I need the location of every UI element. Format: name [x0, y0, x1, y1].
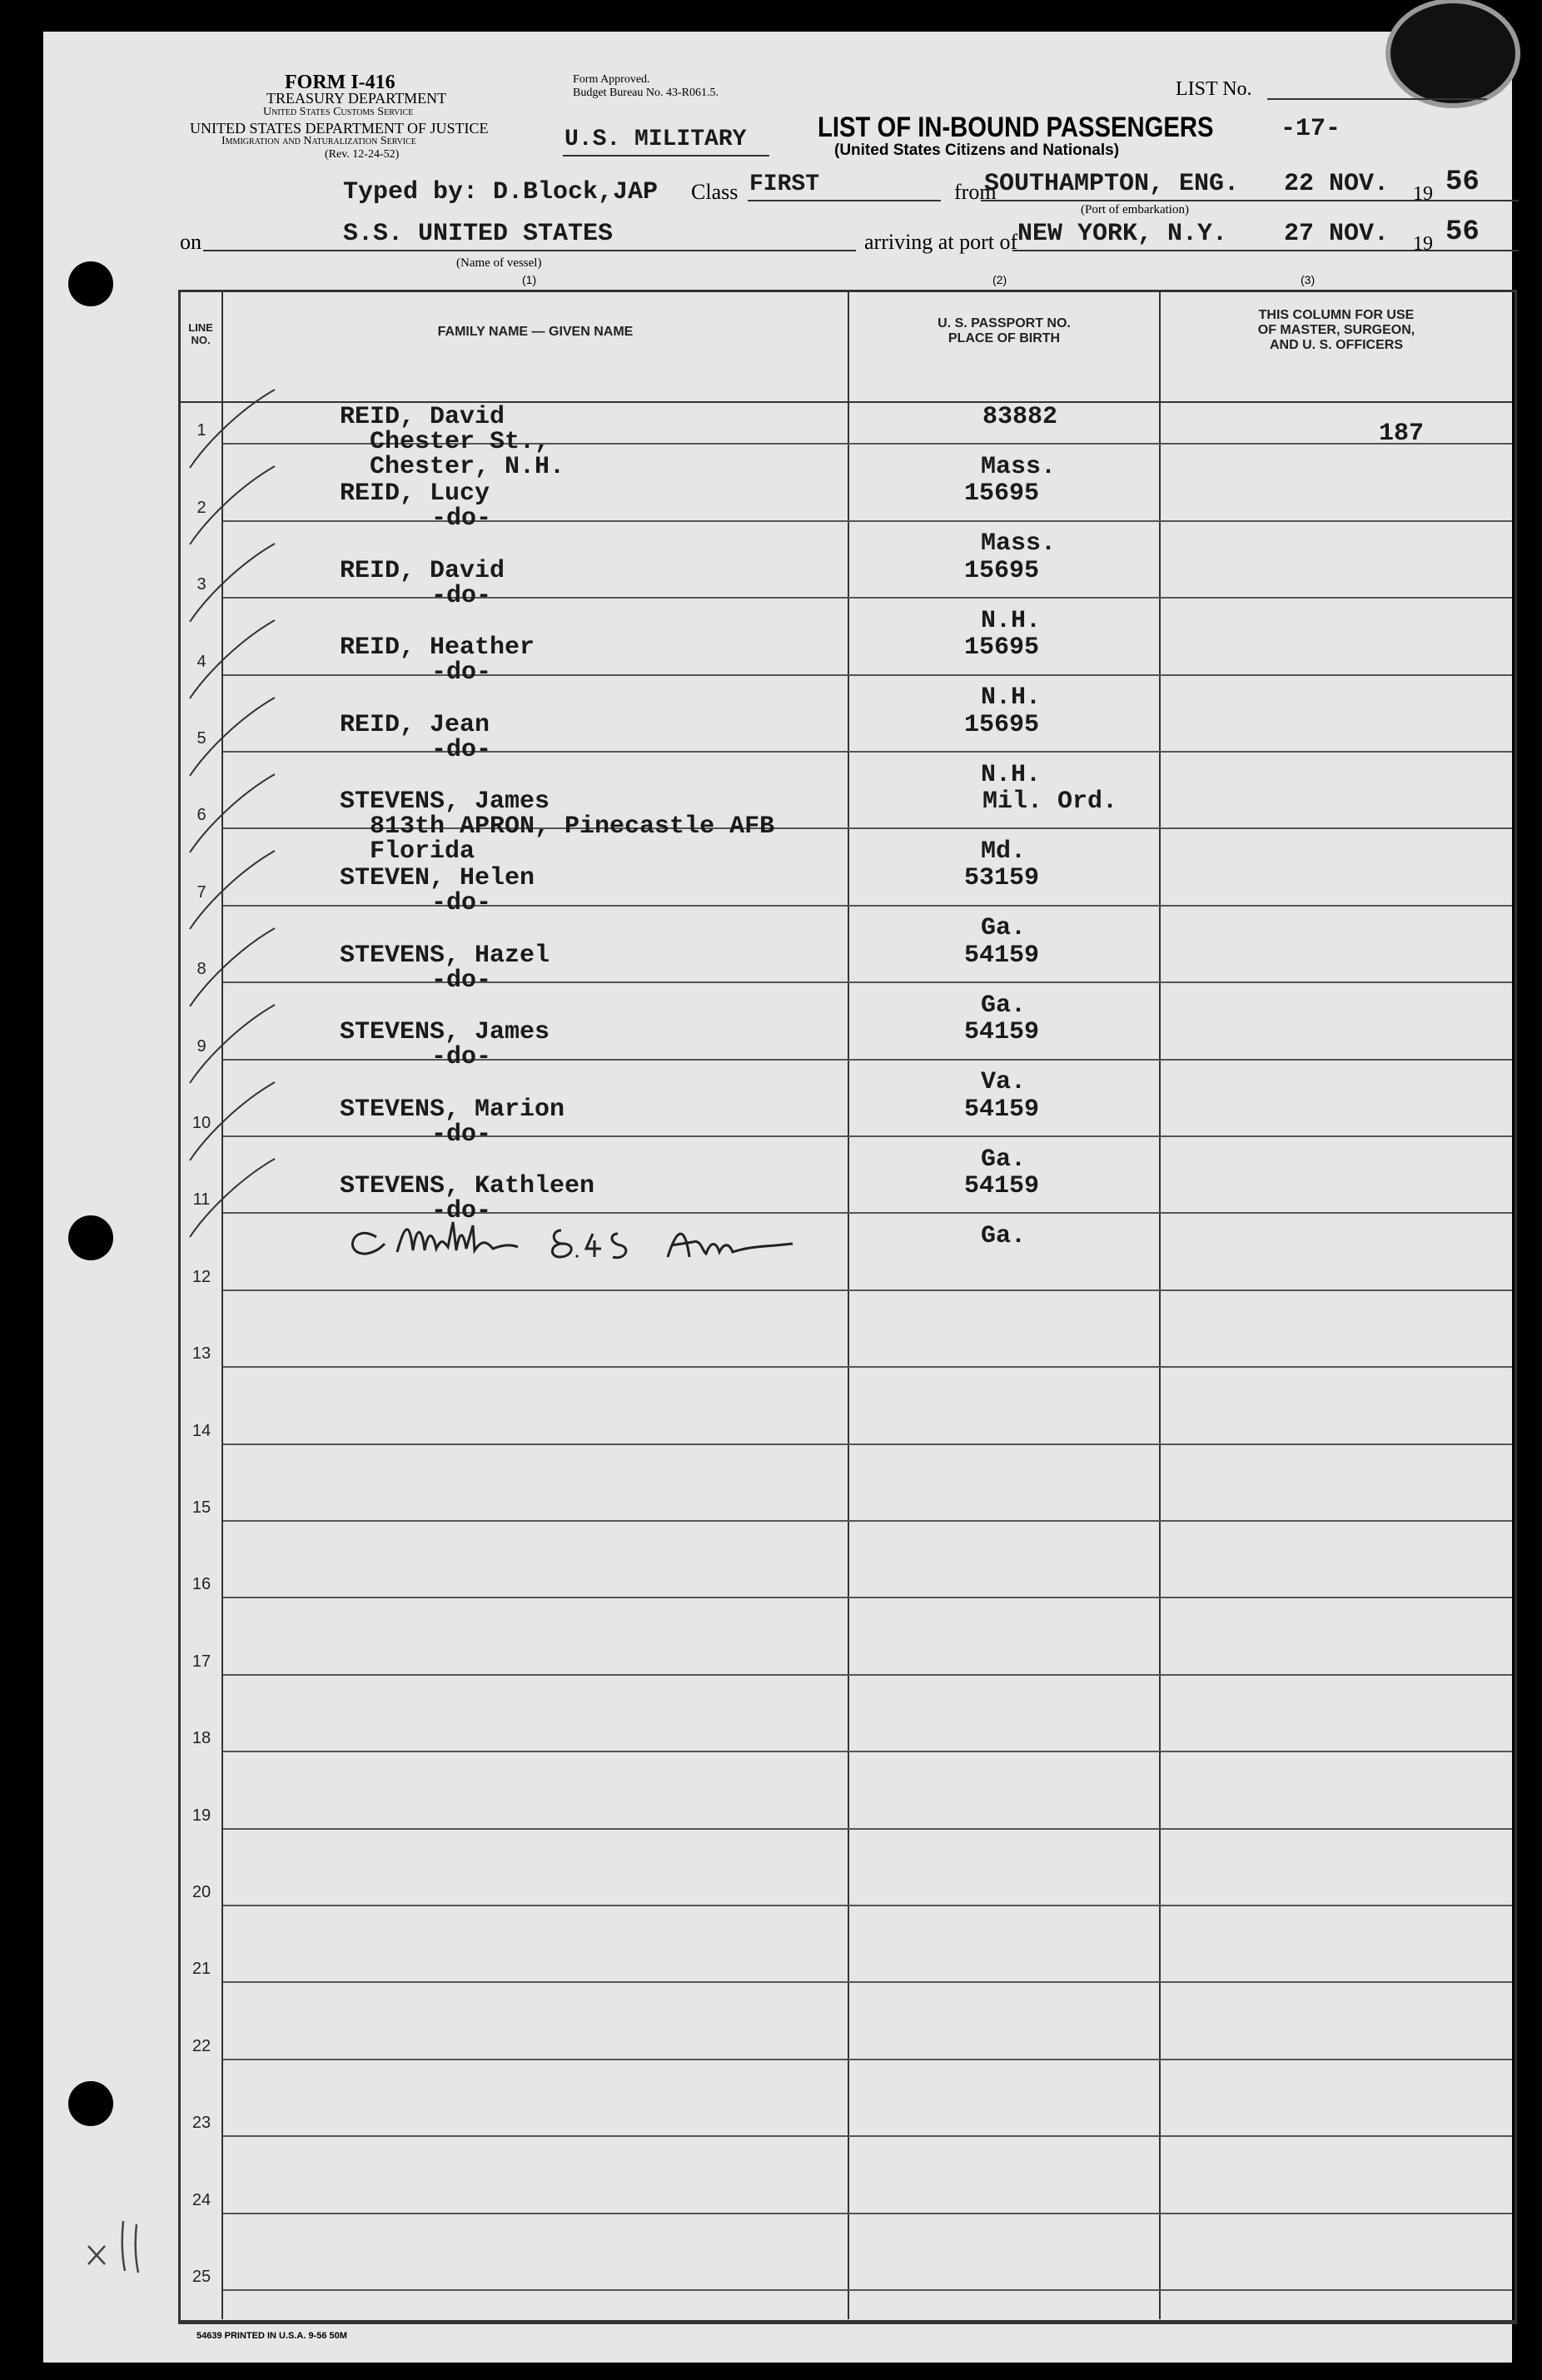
header-passport: U. S. PASSPORT NO. PLACE OF BIRTH — [938, 316, 1071, 345]
passport-number: 15695 — [964, 556, 1040, 585]
line-number: 7 — [196, 882, 206, 902]
officer-note: 187 — [1379, 420, 1425, 448]
class-value: FIRST — [749, 171, 820, 197]
line-number: 16 — [192, 1575, 211, 1594]
passenger-name: STEVENS, Hazel — [340, 941, 550, 970]
passenger-name: REID, Jean — [340, 710, 490, 739]
row-rule — [223, 674, 1512, 676]
row-rule — [223, 2213, 1512, 2214]
dept-treasury: TREASURY DEPARTMENT — [266, 90, 447, 107]
col2-number: (2) — [992, 273, 1007, 286]
arrival-port: NEW YORK, N.Y. — [1017, 220, 1228, 248]
form-subtitle: (United States Citizens and Nationals) — [834, 142, 1120, 159]
row-rule — [223, 2135, 1512, 2137]
col3-number: (3) — [1301, 273, 1316, 286]
vessel-name: S.S. UNITED STATES — [343, 220, 614, 248]
dept-immigration: Immigration and Naturalization Service — [221, 135, 416, 147]
punch-hole-top — [68, 261, 113, 306]
row-rule — [223, 1059, 1512, 1061]
arriving-label: arriving at port of — [864, 230, 1018, 254]
departure-date: 22 NOV. — [1284, 170, 1390, 198]
row-rule — [223, 2289, 1512, 2291]
header-line-no: LINE NO. — [188, 321, 213, 346]
line-number: 1 — [196, 421, 206, 440]
passenger-address: -do- — [431, 735, 492, 764]
line-number: 20 — [192, 1883, 211, 1901]
departure-year: 56 — [1445, 166, 1480, 198]
on-label: on — [180, 230, 201, 254]
row-rule — [223, 2059, 1512, 2060]
corner-stamp — [1385, 0, 1520, 108]
place-of-birth: Ga. — [981, 914, 1027, 943]
row-rule — [223, 905, 1512, 907]
passenger-name: STEVENS, James — [340, 788, 550, 816]
typed-by: Typed by: D.Block,JAP — [343, 178, 659, 206]
sheet-number: -17- — [1281, 115, 1341, 143]
line-number: 6 — [196, 806, 206, 825]
row-rule — [223, 1597, 1512, 1598]
budget-bureau: Budget Bureau No. 43-R061.5. — [573, 87, 719, 99]
col1-number: (1) — [522, 273, 537, 286]
place-of-birth: Mass. — [981, 529, 1057, 559]
passport-number: 54159 — [964, 941, 1040, 970]
passenger-address: -do- — [431, 1197, 492, 1225]
line-number: 15 — [192, 1498, 211, 1517]
passenger-name: STEVEN, Helen — [340, 864, 535, 893]
row-rule — [223, 1520, 1512, 1522]
row-rule — [223, 1366, 1512, 1368]
place-of-birth: Md. — [981, 837, 1027, 866]
header-officers: THIS COLUMN FOR USE OF MASTER, SURGEON, AND U. S. OFFICERS — [1257, 308, 1415, 352]
passport-number: 54159 — [964, 1095, 1040, 1124]
row-rule — [223, 1981, 1512, 1983]
check-mark — [182, 1154, 281, 1245]
row-rule — [223, 1828, 1512, 1830]
form-title: LIST OF IN-BOUND PASSENGERS — [818, 112, 1214, 143]
passport-number: 15695 — [964, 710, 1040, 739]
port-embarkation: SOUTHAMPTON, ENG. — [984, 170, 1240, 198]
passenger-address: -do- — [431, 966, 492, 995]
row-rule — [223, 1135, 1512, 1137]
line-number: 4 — [196, 652, 206, 671]
row-rule — [223, 751, 1512, 753]
passenger-address: -do- — [431, 1043, 492, 1072]
line-number: 2 — [196, 498, 206, 517]
place-of-birth: Mass. — [981, 453, 1057, 481]
place-of-birth: Ga. — [981, 1222, 1027, 1250]
dept-justice: UNITED STATES DEPARTMENT OF JUSTICE — [190, 120, 489, 137]
line-number: 11 — [192, 1190, 211, 1210]
place-of-birth: Ga. — [981, 1145, 1027, 1174]
manifest-page — [43, 32, 1512, 2363]
passport-number: 15695 — [964, 634, 1040, 663]
passenger-address-2: Chester, N.H. — [370, 453, 565, 481]
passenger-name: STEVENS, Kathleen — [340, 1172, 595, 1200]
row-rule — [223, 1289, 1512, 1291]
passport-number: 83882 — [982, 403, 1058, 431]
passenger-address: -do- — [431, 1120, 492, 1149]
row-rule — [223, 1674, 1512, 1676]
list-no-label: LIST No. — [1176, 78, 1252, 100]
class-label: Class — [691, 180, 739, 204]
place-of-birth: Va. — [981, 1068, 1027, 1097]
passenger-address: 813th APRON, Pinecastle AFB — [370, 812, 775, 841]
line-number: 5 — [196, 729, 206, 748]
place-of-birth: Ga. — [981, 991, 1027, 1020]
line-number: 12 — [192, 1267, 211, 1286]
vessel-caption: (Name of vessel) — [456, 256, 542, 270]
place-of-birth: N.H. — [981, 606, 1042, 635]
line-number: 10 — [192, 1114, 211, 1132]
form-approved: Form Approved. — [573, 73, 650, 86]
from-label: from — [954, 180, 997, 204]
line-number: 13 — [192, 1344, 211, 1364]
place-of-birth: N.H. — [981, 760, 1042, 789]
row-rule — [223, 1443, 1512, 1445]
header-name: FAMILY NAME — GIVEN NAME — [437, 325, 634, 339]
passenger-name: REID, David — [340, 556, 505, 585]
line-number: 9 — [196, 1036, 206, 1056]
punch-hole-bottom — [68, 2081, 113, 2126]
line-number: 21 — [192, 1960, 211, 1979]
row-rule — [223, 597, 1512, 599]
military-label: U.S. MILITARY — [565, 127, 747, 152]
line-number: 25 — [192, 2268, 211, 2286]
passenger-address: -do- — [431, 658, 492, 688]
line-number: 3 — [196, 575, 206, 594]
line-number: 18 — [192, 1729, 211, 1748]
passport-number: 54159 — [964, 1172, 1040, 1200]
line-number: 24 — [192, 2190, 211, 2209]
passport-number: 54159 — [964, 1018, 1040, 1047]
arrival-year: 56 — [1445, 216, 1480, 248]
depart-year-prefix: 19 — [1413, 183, 1433, 205]
passenger-address: -do- — [431, 581, 492, 610]
arrival-date: 27 NOV. — [1284, 220, 1390, 248]
margin-mark — [77, 2213, 152, 2279]
form-revision: (Rev. 12-24-52) — [325, 148, 400, 161]
passport-number: Mil. Ord. — [982, 788, 1118, 816]
passenger-name: REID, Lucy — [340, 479, 490, 509]
line-number: 14 — [192, 1421, 211, 1440]
handwritten-signature — [326, 1197, 909, 1272]
passenger-address: Chester St., — [370, 428, 550, 456]
punch-hole-middle — [68, 1215, 113, 1260]
passport-number: 53159 — [964, 864, 1040, 893]
passenger-name: REID, David — [340, 403, 505, 431]
row-rule — [223, 520, 1512, 522]
row-rule — [223, 1905, 1512, 1906]
place-of-birth: N.H. — [981, 683, 1042, 713]
passenger-address: -do- — [431, 504, 492, 534]
dept-customs: United States Customs Service — [263, 106, 414, 118]
arrival-year-prefix: 19 — [1413, 233, 1433, 255]
line-number: 8 — [196, 960, 206, 979]
passenger-address: -do- — [431, 889, 492, 918]
passport-number: 15695 — [964, 479, 1040, 509]
row-rule — [223, 1751, 1512, 1752]
line-number: 17 — [192, 1652, 211, 1671]
row-rule — [223, 981, 1512, 983]
passenger-name: REID, Heather — [340, 634, 535, 663]
footer-print-code: 54639 PRINTED IN U.S.A. 9-56 50M — [196, 2331, 347, 2341]
passenger-address-2: Florida — [370, 837, 475, 866]
passenger-name: STEVENS, Marion — [340, 1095, 565, 1124]
form-number: FORM I-416 — [285, 72, 395, 93]
port-embark-caption: (Port of embarkation) — [1081, 203, 1189, 216]
line-number: 19 — [192, 1806, 211, 1825]
line-number: 22 — [192, 2036, 211, 2055]
line-number: 23 — [192, 2114, 211, 2133]
passenger-name: STEVENS, James — [340, 1018, 550, 1047]
